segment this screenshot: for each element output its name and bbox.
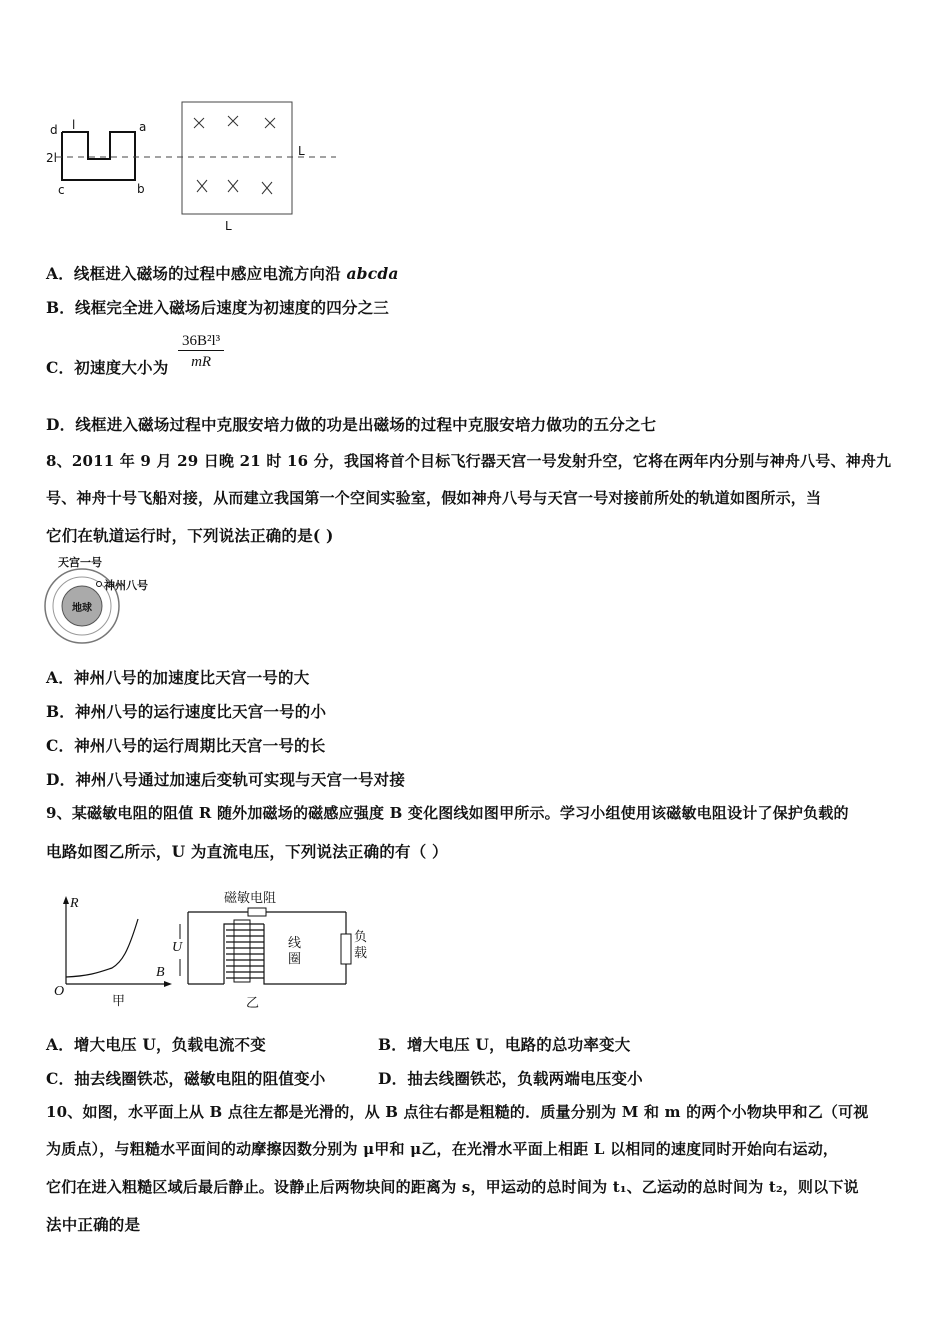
q8-option-d: D．神州八号通过加速后变轨可实现与天宫一号对接 [46, 770, 406, 789]
q8-option-c: C．神州八号的运行周期比天宫一号的长 [46, 736, 326, 755]
axis-b-label: B [156, 965, 165, 980]
shenzhou-label: 神州八号 [104, 579, 148, 592]
q7-option-a: A．线框进入磁场的过程中感应电流方向沿 abcda [46, 264, 399, 283]
q9-stem-line2: 电路如图乙所示，U 为直流电压，下列说法正确的有（ ） [46, 842, 448, 861]
voltage-u-label: U [172, 940, 183, 955]
earth-label: 地球 [72, 603, 92, 614]
fraction-denominator: mR [191, 354, 212, 370]
origin-label: O [54, 984, 65, 999]
loop-field-diagram [44, 98, 344, 238]
magnetoresistor [248, 908, 266, 916]
q9-option-d: D．抽去线圈铁芯，负载两端电压变小 [378, 1069, 643, 1088]
wire-loop [62, 132, 135, 180]
fig-jia-label: 甲 [112, 994, 126, 1009]
x-arrow [164, 981, 172, 987]
label-l: l [72, 118, 76, 132]
load-label: 负载 [354, 930, 368, 961]
label-2l: 2l [46, 151, 57, 165]
q8-stem-line2: 号、神舟十号飞船对接，从而建立我国第一个空间实验室，假如神舟八号与天宫一号对接前所处的轨道如图所示，当 [46, 489, 822, 507]
y-arrow [63, 896, 69, 904]
tiangong-label: 天宫一号 [58, 556, 102, 569]
q9-option-b: B．增大电压 U，电路的总功率变大 [378, 1035, 631, 1054]
q10-stem-line2: 为质点），与粗糙水平面间的动摩擦因数分别为 μ甲和 μ乙，在光滑水平面上相距 L 以相同的速度同时开始向右运动， [46, 1140, 839, 1158]
label-L-bottom: L [225, 219, 232, 233]
label-c: c [58, 183, 65, 197]
q8-stem-line1: 8、2011 年 9 月 29 日晚 21 时 16 分，我国将首个目标飞行器天宫一号发射升空，它将在两年内分别与神舟八号、神舟九 [46, 452, 892, 470]
q8-stem-line3: 它们在轨道运行时，下列说法正确的是( ) [46, 526, 334, 545]
fraction-numerator: 36B²l³ [178, 333, 224, 351]
q10-stem-line3: 它们在进入粗糙区域后最后静止。设静止后两物块间的距离为 s，甲运动的总时间为 t₁、乙运动的总时间为 t₂，则以下说 [46, 1178, 859, 1196]
q8-option-b: B．神州八号的运行速度比天宫一号的小 [46, 702, 327, 721]
orbit-figure [44, 552, 164, 652]
q9-stem-line1: 9、某磁敏电阻的阻值 R 随外加磁场的磁感应强度 B 变化图线如图甲所示。学习小组使用该磁敏电阻设计了保护负载的 [46, 804, 849, 822]
field-marks [194, 116, 275, 194]
loop-field-figure [44, 98, 344, 238]
q9-option-c: C．抽去线圈铁芯，磁敏电阻的阻值变小 [46, 1069, 326, 1088]
q10-stem-line1: 10、如图，水平面上从 B 点往左都是光滑的，从 B 点往右都是粗糙的．质量分别为 M 和 m 的两个小物块甲和乙（可视 [46, 1103, 869, 1121]
magnetoresistor-label: 磁敏电阻 [224, 891, 277, 906]
q7-option-c-fraction [178, 333, 224, 371]
coil-label: 线圈 [288, 936, 302, 967]
label-d: d [50, 123, 58, 137]
q7-option-d: D．线框进入磁场过程中克服安培力做的功是出磁场的过程中克服安培力做功的五分之七 [46, 415, 657, 434]
field-region [182, 102, 292, 214]
rb-curve [66, 919, 138, 977]
load-resistor [341, 934, 351, 964]
q8-option-a: A．神州八号的加速度比天宫一号的大 [46, 668, 310, 687]
q7-option-b: B．线框完全进入磁场后速度为初速度的四分之三 [46, 298, 390, 317]
q7-option-c: C．初速度大小为 [46, 358, 169, 377]
fig-yi-label: 乙 [246, 996, 260, 1011]
iron-core [234, 920, 250, 982]
q9-option-a: A．增大电压 U，负载电流不变 [46, 1035, 266, 1054]
shenzhou-marker [97, 582, 102, 587]
label-a: a [139, 120, 147, 134]
label-L-right: L [298, 144, 305, 158]
label-b: b [137, 182, 145, 196]
q10-stem-line4: 法中正确的是 [46, 1215, 141, 1234]
circuit-figure [172, 884, 376, 1014]
axis-r-label: R [70, 896, 79, 911]
rb-graph-figure [50, 894, 183, 1009]
